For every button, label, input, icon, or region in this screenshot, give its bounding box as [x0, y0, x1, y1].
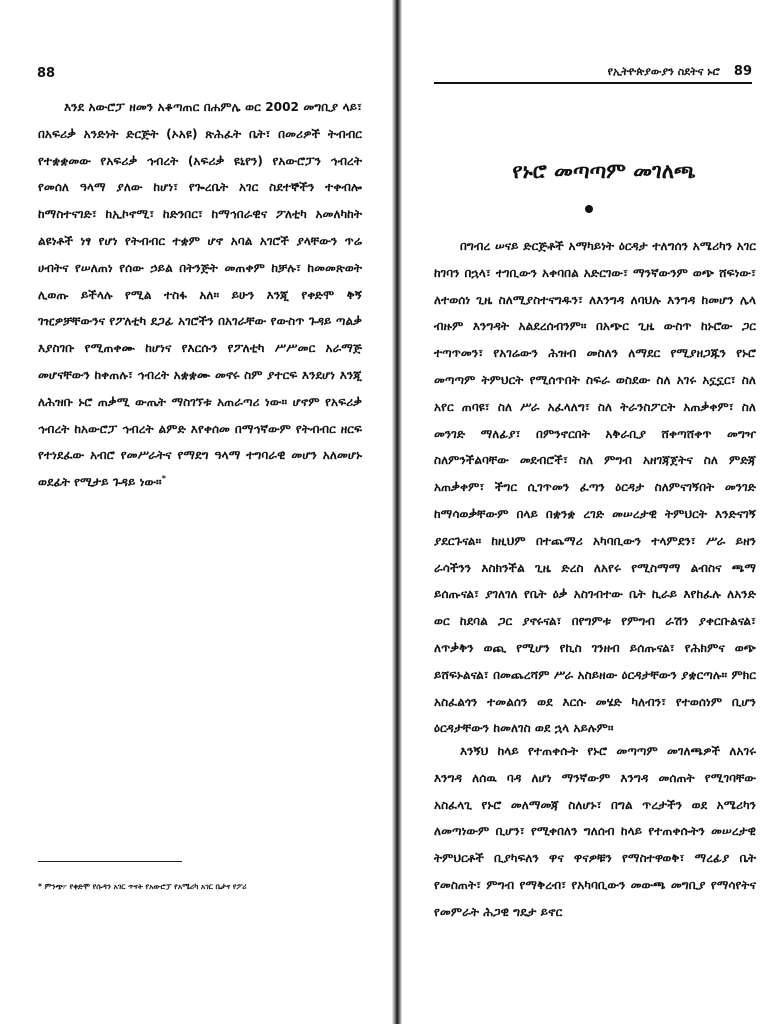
- title-ornament: [585, 205, 593, 213]
- footnote-marker: *: [161, 474, 166, 484]
- body-paragraph: እንኝህ ከላይ የተጠቀሱት የኑሮ መጣጣም መገለጫዎች ለአገሩ እንግዳ ለሰዉ ባዳ ለሆነ ማንኛውም እንግዳ መሰጠት የሚገባቸው አስፈላጊ የኑሮ መለማመጃ ስለሆኑ፣ በግል ጥረታችን ወደ አሜሪካን ለመጣነውም ቢሆን፣ የሚቀበለን ግለሰብ ከላይ የተጠቀሱትን መሠረታዊ ትምህርቶች ቢያካፍለን ዋና ዋናዎቹን የማስተዋወቅ፣ ማረፊያ ቤት የመስጠት፣ ምግብ የማቅረብ፣ የአካባቢውን መውጫ መግቢያ የማሳየትና የመምራት ሕጋዊ ግዴታ ይኖር: [434, 744, 756, 919]
- chapter-title: የኑሮ መጣጣም መገለጫ: [512, 158, 696, 183]
- body-paragraph: [38, 94, 362, 496]
- page-number-left: 88: [37, 66, 56, 81]
- footnote-rule: [38, 861, 182, 862]
- paragraph-text: እንደ አውሮፓ ዘመን አቆጣጠር በሐምሌ ወር 2002 መግቢያ ላይ፣ በአፍሪቃ አንድነት ድርጅት (ኦአዩ) ጽሕፈት ቤት፣ በመሪዎች ትብብር የተቋቋመው የአፍሪቃ ኅብረት (አፍሪቃ ዩኒየን) የአውሮፓን ኅብረት የመሰለ ዓላማ ያለው ከሆነ፣ የጐረቤት አገር ስደተኞችን ተቀብሎ ከማስተናገድ፣ ከኢኮኖሚ፣ ከድንበር፣ ከማኅበራዊና ፖለቲካ አመለካከት ልዩነቶች ነፃ የሆነ የትብብር ተቋም ሆኖ አባል አገሮች ያላቸውን ጥሬ ሀብትና የሠለጠነ የሰው ኃይል በትንጅት መጠቀም ከቻሉ፣ ከመመጽወት ሊወጡ ይችላሉ የሚል ተስፋ አለ። ይሁን እንጂ የቀድሞ ቅኝ ገዢዎቻቸውንና የፖለቲካ ደጋፊ አገሮችን በአገራቸው የውስጥ ጉዳይ ጣልቃ እያስገቡ የሚጠቀሙ ከሆነና የእርሱን የፖለቲካ ሥሥመር አራማጅ መሆናቸውን ከቀጠሉ፣ ኅብረት አቋቋሙ መኖሩ ስም ያተርፍ እንደሆነ እንጂ ለሕዝቡ ኑሮ ጠቃሚ ውጤት ማስገኘቱ አጠራጣሪ ነው። ሆኖም የአፍሪቃ ኅብረት ከአውሮፓ ኅብረት ልምድ እየቀሰመ በማኅኛውም የትብብር ዘርፍ የተነደፈው አብሮ የመሥራትና የማደግ ዓላማ ተግባራዊ መሆን አለመሆኑ ወደፊት የሚታይ ጉዳይ ነው።: [38, 100, 362, 490]
- running-header: [434, 64, 752, 84]
- footnote: * ምንጭ፦ የቀድሞ የሱዳን አገር ጥናት የአውሮፓ የአሜሪካ አገር ቤታና የፖሪ: [38, 882, 247, 891]
- right-page: [404, 0, 768, 1024]
- book-spine: [392, 0, 402, 1024]
- running-title: የኢትዮጵያውያን ስደትና ኑሮ: [607, 65, 720, 78]
- page-number-right: 89: [733, 64, 752, 79]
- body-paragraph: በግብረ ሠናይ ድርጅቶች አማካይነት ዕርዳታ ተለግሰን አሜሪካን አገር ከገባን በኋላ፣ ተገቢውን አቀባበል አድርገው፣ ማንኛውንም ወጭ ሸፍነው፣ ለተወሰነ ጊዜ ስለሚያስተናግዱን፣ ለእንግዳ ለባህሉ እንግዳ ከመሆን ሌላ ብዙም እንግዳት አልደረሰብንም። በአጭር ጊዜ ውስጥ ከኑሮው ጋር ተጣጥመን፣ የአገሬውን ሕዝብ መስለን ለማደር የሚያዘጋጁን የኑሮ መጣጣም ትምህርት የሚሰጥበት ስፍራ ወስደው ስለ አገሩ አኗኗር፣ ስለ አየር ጠባዩ፣ ስለ ሥራ አፈላለግ፣ ስለ ትራንስፖርት አጠቃቀም፣ ስለ መንገድ ማለፊያ፣ በምንኖርበት አቅራቢያ ሸቀጣሸቀጥ መግዣ ስለምንችልባቸው መደብሮች፣ ስለ ምግብ አዘገጃጀትና ስለ ምድጃ አጠቃቀም፣ ችግር ሲገጥመን ፈጣን ዕርዳታ ስለምናገኝበት መንገድ ከማሳወቃቸውም በላይ በቋንቋ ረገድ መሠረታዊ ትምህርት እንድናገኝ ያደርጉናል። ከዚህም በተጨማሪ አካባቢውን ተላምደን፣ ሥራ ይዘን ራሳችንን እስክንችል ጊዜ ድረስ ለአየሩ የሚስማማ ልብስና ጫማ ይሰጡናል፣ ያገለገለ የቤት ዕቃ አስገብተው ቤት ኪራይ እየከፈሉ ለአንድ ወር ከደባል ጋር ያኖሩናል፣ በየግምቱ የምግብ ራሽን ያቀርቡልናል፣ ለጥቃቅን ወጪ የሚሆን የኪስ ገንዘብ ይሰጡናል፣ የሕክምና ወጭ ይሸፍኑልናል፣ በመጨረሻም ሥራ አስይዘው ዕርዳታቸውን ያቋርጣሉ። ምክር አስፈልጎን ተመልሰን ወደ እርሱ መሄድ ካለብን፣ የተወሰነም ቢሆን ዕርዳታቸውን ከመለገስ ወደ ኋላ አይሉም።: [434, 239, 756, 736]
